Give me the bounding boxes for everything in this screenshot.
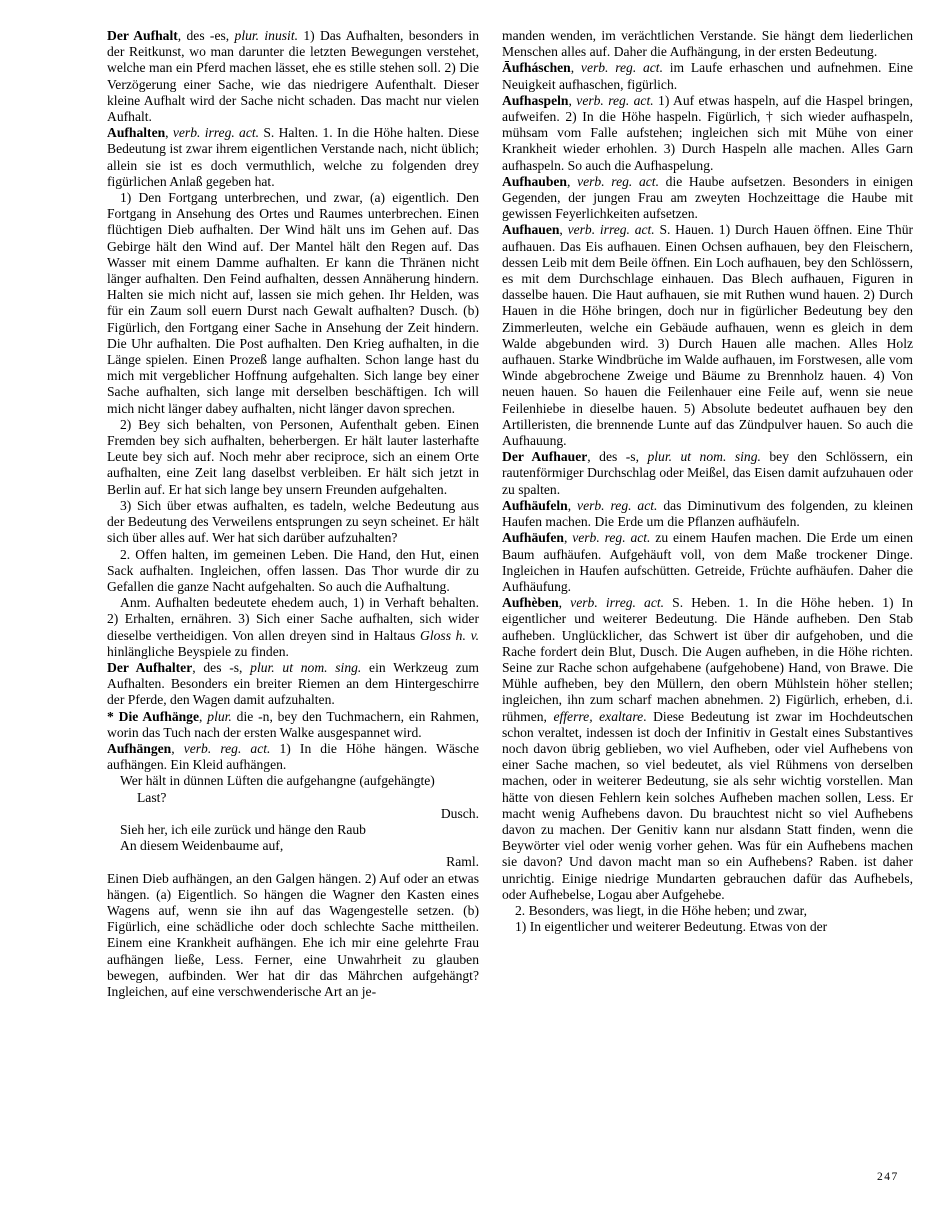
grammar-tag: Gloss h. v. bbox=[420, 627, 479, 643]
headword: Der Aufhauer bbox=[502, 449, 588, 465]
dictionary-entry bbox=[502, 60, 913, 92]
body-text: , bbox=[558, 595, 571, 611]
body-text: Wer hält in dünnen Lüften die aufgehangne (aufgehängte) bbox=[120, 773, 435, 789]
body-text: Last? bbox=[137, 789, 167, 805]
body-text: . Diese Bedeutung ist zwar im Hochdeutschen schon veraltet, indessen ist doch der Infinitiv in Gestalt eines Substantives noch davon übrig geblieben, wo viel Aufheben, oder viel Aufhebens von einer Sache machen, so viel bedeutet, als viel Rühmens von derselben machen, oder in weiterer Bedeutung, sie als sehr wichtig vorstellen. Man hätte von diesen Fehlern kein solches Aufheben machen sollen, Less. Er macht wenig Aufhebens davon. Du brauchtest nicht so viel Aufhebens davon zu machen. Der Genitiv kann nur alsdann Statt finden, wenn die Beywörter viel oder wenig vorher gehen. Was für ein Aufhebens machen sie davon? Und davon macht man so ein Aufhebens? Raben. ist daher unrichtig. Einige niedrige Mundarten gebrauchen dafür das Aufhebels, oder Aufhebelse, Logau aber Aufgehebe. bbox=[502, 708, 913, 902]
body-text: hinlängliche Beyspiele zu finden. bbox=[107, 643, 289, 659]
body-text: S. Hauen. 1) Durch Hauen öffnen. Eine Thür aufhauen. Das Eis aufhauen. Einen Ochsen aufhauen, bey den Fleischern, dessen Leib mit dem Beile öffnen. Ein Loch aufhauen, bey den Schlössern, es mit dem Durchschlage einhauen. Das Blech aufhauen, Figuren in dasselbe hauen. Die Haut aufhauen, sie mit Ruthen wund hauen. 2) Durch Hauen in die Höhe bringen, doch nur in figürlicher Bedeutung bey den Zimmerleuten, welche ein Gebäude aufhauen, wenn es gleich in dem Walde abgebunden wird. 3) Durch Hauen alle machen. Alles Holz aufhauen. Starke Windbrüche im Walde aufhauen, im Forstwesen, alle vom Winde abgebrochene Zweige und Bäume zu Brennholz hauen. 4) Von neuen hauen. So hauen die Feilenhauer eine Feile auf, wenn sie neue Feilenhiebe in dieselbe hauen. 5) Absolute bedeutet aufhauen bey den Artilleristen, die brennende Lunte auf das Zündpulver hauen. So auch die Aufhauung. bbox=[502, 222, 913, 449]
headword: Der Aufhalter bbox=[107, 659, 193, 675]
dictionary-entry bbox=[502, 498, 913, 530]
grammar-tag: verb. reg. act. bbox=[577, 497, 658, 513]
grammar-tag: verb. reg. act. bbox=[183, 740, 271, 756]
body-text: 1) Das Aufhalten, besonders in der Reitkunst, wo man darunter die letzten Bewegungen verstehet, welche man ein Pferd machen lässet, ehe es stille stehen soll. 2) Die Verzögerung einer Sache, wie das niedrigere Aufenthalt. Dieser kleine Aufhalt wird der Sache nicht schaden. Das macht nur vielen Aufhalt. bbox=[107, 28, 479, 125]
dictionary-entry bbox=[107, 28, 479, 125]
body-text: , des -s, bbox=[587, 449, 648, 465]
headword: Aufhèben bbox=[502, 595, 559, 611]
body-text: bey den Schlössern, ein rautenförmiger Durchschlag oder Meißel, das Eisen damit aufzuhauen oder zu spalten. bbox=[502, 449, 913, 497]
grammar-tag: verb. reg. act. bbox=[576, 92, 654, 108]
body-text: , bbox=[568, 92, 577, 108]
headword: Aufhauen bbox=[502, 222, 560, 238]
body-text: 2. Besonders, was liegt, in die Höhe heben; und zwar, bbox=[515, 902, 808, 918]
dictionary-entry bbox=[502, 93, 913, 174]
body-text: 2. Offen halten, im gemeinen Leben. Die Hand, den Hut, einen Sack aufhalten. Ingleichen, offen lassen. Das Thor wurde dir zu Gefallen die ganze Nacht aufgehalten. So auch die Aufhaltung. bbox=[107, 546, 479, 594]
paragraph bbox=[107, 790, 479, 806]
body-text: manden wenden, im verächtlichen Verstande. Sie hängt dem liederlichen Menschen alles auf. Daher die Aufhängung, in der ersten Bedeutung. bbox=[502, 28, 913, 60]
body-text: , bbox=[563, 530, 573, 546]
dictionary-entry bbox=[502, 530, 913, 595]
grammar-tag: verb. reg. act. bbox=[577, 173, 659, 189]
body-text: Raml. bbox=[446, 854, 479, 870]
grammar-tag: verb. reg. act. bbox=[572, 530, 651, 546]
body-text: , bbox=[165, 125, 173, 141]
dictionary-entry bbox=[502, 174, 913, 223]
grammar-tag: plur. ut nom. sing. bbox=[647, 449, 761, 465]
paragraph bbox=[502, 919, 913, 935]
body-text: , bbox=[171, 740, 184, 756]
body-text: An diesem Weidenbaume auf, bbox=[120, 838, 284, 854]
body-text: , bbox=[567, 497, 578, 513]
paragraph bbox=[107, 417, 479, 498]
body-text: 2) Bey sich behalten, von Personen, Aufenthalt geben. Einen Fremden bey sich aufhalten, beherbergen. Er hält lauter lasterhafte Leute bey sich auf. Noch mehr aber reciproce, sich an einem Orte aufhalten, eine Zeit lang daselbst verbleiben. Er hält sich jetzt in Berlin auf. Er hat sich lange bey unsern Freunden aufgehalten. bbox=[107, 416, 479, 497]
body-text: Sieh her, ich eile zurück und hänge den Raub bbox=[120, 821, 366, 837]
body-text: 1) In eigentlicher und weiterer Bedeutung. Etwas von der bbox=[515, 919, 828, 935]
headword: Aufhaspeln bbox=[502, 92, 569, 108]
body-text: 1) In die Höhe hängen. Wäsche aufhängen. Ein Kleid aufhängen. bbox=[107, 740, 479, 773]
body-text: Einen Dieb aufhängen, an den Galgen hängen. 2) Auf oder an etwas hängen. (a) Eigentlich. So hängen die Wagner den Kasten eines Wagens auf, wenn sie ihn auf das Wagengestelle setzen. (b) Figürlich, eine schädliche oder doch schlechte Sache mittheilen. Einem eine Krankheit aufhängen. Ehe ich mir eine gelehrte Frau aufhängen ließe, Less. Ferner, eine Unwahrheit zu glauben bewegen, aufbinden. Wer hat dir das Mährchen aufgehängt? Ingleichen, auf eine verschwenderische Art an je- bbox=[107, 870, 479, 999]
dictionary-entry bbox=[502, 449, 913, 498]
body-text: die -n, bey den Tuchmachern, ein Rahmen, worin das Tuch nach der ersten Walke ausgespannet wird. bbox=[107, 708, 479, 740]
paragraph bbox=[107, 498, 479, 547]
grammar-tag: verb. irreg. act. bbox=[570, 595, 665, 611]
paragraph bbox=[502, 28, 913, 60]
dictionary-entry bbox=[107, 125, 479, 190]
paragraph bbox=[107, 595, 479, 660]
body-text: , bbox=[566, 173, 578, 189]
dictionary-entry bbox=[502, 222, 913, 449]
dictionary-entry bbox=[502, 595, 913, 903]
body-text: das Diminutivum des folgenden, zu kleinen Haufen machen. Die Erde um die Pflanzen aufhäufeln. bbox=[502, 497, 913, 530]
grammar-tag: plur. bbox=[207, 708, 232, 724]
body-text: , des -s, bbox=[192, 659, 251, 675]
grammar-tag: verb. irreg. act. bbox=[172, 125, 260, 141]
right-column bbox=[502, 28, 913, 1196]
grammar-tag: efferre, exaltare bbox=[553, 708, 644, 724]
body-text: die Haube aufsetzen. Besonders in einigen Gegenden, der jungen Frau am zweyten Hochzeittage die Haube mit gewissen Feyerlichkeiten aufsetzen. bbox=[502, 173, 913, 222]
left-column bbox=[107, 28, 479, 1196]
headword: * Die Aufhänge bbox=[107, 708, 200, 724]
paragraph bbox=[107, 190, 479, 417]
body-text: zu einem Haufen machen. Die Erde um einen Baum aufhäufen. Aufgehäuft voll, von dem Maße trockener Dinge. Ingleichen in Haufen aufschütten. Getreide, Früchte aufhäufen. Daher die Aufhäufung. bbox=[502, 530, 913, 594]
headword: Aufhalten bbox=[107, 125, 166, 141]
grammar-tag: plur. inusit. bbox=[234, 28, 298, 43]
paragraph bbox=[502, 903, 913, 919]
headword: Aufhäufen bbox=[502, 530, 564, 546]
body-text: 3) Sich über etwas aufhalten, es tadeln, welche Bedeutung aus der Bedeutung des Verweilens entsprungen zu seyn scheinet. Er hält sich über alles auf. Wer hat sich darüber aufzuhalten? bbox=[107, 497, 479, 546]
paragraph bbox=[107, 871, 479, 1001]
paragraph bbox=[107, 773, 479, 789]
body-text: , bbox=[570, 60, 581, 76]
body-text: im Laufe erhaschen und aufnehmen. Eine Neuigkeit aufhaschen, figürlich. bbox=[502, 60, 913, 92]
body-text: Dusch. bbox=[440, 805, 479, 821]
paragraph bbox=[107, 822, 479, 838]
body-text: S. Halten. 1. In die Höhe halten. Diese Bedeutung ist zwar ihrem eigentlichen Verstande nach, nicht üblich; allein sie ist es doch vermuthlich, welche zu folgenden drey figürlichen Anlaß gegeben hat. bbox=[107, 125, 479, 189]
headword: Der Aufhalt bbox=[107, 28, 178, 43]
headword: Āufháschen bbox=[502, 60, 571, 76]
grammar-tag: plur. ut nom. sing. bbox=[250, 659, 362, 675]
body-text: ein Werkzeug zum Aufhalten. Besonders ein breiter Riemen an dem Hintergeschirre der Pferde, den Wagen damit aufzuhalten. bbox=[107, 659, 479, 708]
paragraph bbox=[107, 806, 479, 822]
paragraph bbox=[107, 547, 479, 596]
body-text: 1) Den Fortgang unterbrechen, und zwar, (a) eigentlich. Den Fortgang in Ansehung des Ortes und Raumes unterbrechen. Einen flüchtigen Dieb aufhalten. Der Wind hält uns im Gehen auf. Das Gebirge hält den Wind auf. Der Mantel hält den Regen auf. Das Wasser mit einem Damme aufhalten. Er kann die Thränen nicht länger aufhalten. Den Feind aufhalten, dessen Annäherung hindern. Halten sie mich nicht auf, lassen sie mich gehen. Ihr Helden, was für ein Zaum soll euern Durst nach Gewalt aufhalten? Dusch. (b) Figürlich, den Fortgang einer Sache in Ansehung der Zeit hindern. Die Uhr aufhalten. Die Post aufhalten. Den Krieg aufhalten, in die Länge spielen. Einen Prozeß lange aufhalten. Schon lange hast du mich mit vergeblicher Hoffnung aufgehalten. Sich lange bey einer Sache aufhalten, sich lange mit derselben beschäftigen. Ich will mich nicht länger dabey aufhalten, nicht länger davon sprechen. bbox=[107, 190, 479, 416]
body-text: , des -es, bbox=[177, 28, 235, 43]
headword: Aufhängen bbox=[107, 740, 172, 756]
grammar-tag: verb. irreg. act. bbox=[567, 222, 655, 238]
grammar-tag: verb. reg. act. bbox=[580, 60, 663, 76]
headword: Aufhäufeln bbox=[502, 497, 568, 513]
headword: Aufhauben bbox=[502, 173, 567, 189]
dictionary-entry bbox=[107, 709, 479, 741]
paragraph bbox=[107, 838, 479, 854]
body-text: Anm. Aufhalten bedeutete ehedem auch, 1) in Verhaft behalten. 2) Erhalten, ernähren. 3) Sich einer Sache aufhalten, sich wider dieselbe vertheidigen. Von allen dreyen sind in Haltaus bbox=[107, 595, 479, 643]
body-text: , bbox=[199, 708, 208, 724]
body-text: S. Heben. 1. In die Höhe heben. 1) In eigentlicher und weiterer Bedeutung. Die Hände aufheben. Den Stab aufheben. Unglücklicher, das Schwert ist über dir aufgehoben, und die Rache fordert dein Blut, Dusch. Die Augen aufheben, in die Höhe richten. Seine zur Rache schon aufgehabene (aufgehobene) Hand, von Brawe. Die Mühle aufheben, bey den Müllern, den obern Mühlstein höher stellen; ingleichen, ihn zum scharf machen abnehmen. 2) Figürlich, erheben, d.i. rühmen, bbox=[502, 595, 913, 724]
body-text: 1) Auf etwas haspeln, auf die Haspel bringen, aufweifen. 2) In die Höhe haspeln. Figürlich, † sich wieder aufhaspeln, mühsam vom Falle aufstehen; ingleichen sich mit Mühe von einer Krankheit wieder erhohlen. 3) Durch Haspeln alle machen. Alles Garn aufhaspeln. So auch die Aufhaspelung. bbox=[502, 92, 913, 173]
dictionary-entry bbox=[107, 660, 479, 709]
body-text: , bbox=[559, 222, 568, 238]
page-number: 247 bbox=[877, 1171, 899, 1183]
dictionary-entry bbox=[107, 741, 479, 773]
paragraph bbox=[107, 854, 479, 870]
